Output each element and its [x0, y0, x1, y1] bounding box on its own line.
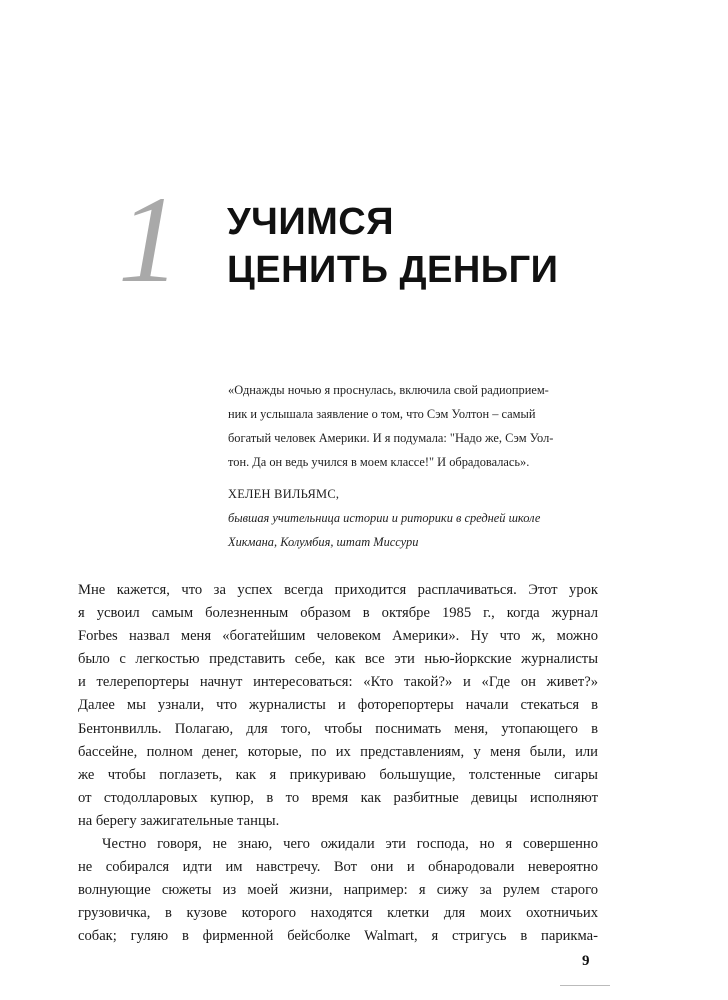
body-line: на берегу зажигательные танцы.: [78, 812, 280, 829]
body-line: Честно говоря, не знаю, чего ожидали эти господа, но я совершенно: [102, 836, 598, 853]
body-line: от стодолларовых купюр, в то время как разбитные девицы исполняют: [78, 789, 598, 806]
page-number: 9: [582, 953, 590, 969]
body-line: я усвоил самым болезненным образом в октябре 1985 г., когда журнал: [78, 605, 598, 622]
epigraph: [228, 378, 608, 554]
body-line: Бентонвилль. Полагаю, для того, чтобы поснимать меня, утопающего в: [78, 720, 598, 737]
body-line: бассейне, полном денег, которые, по их представлениям, у меня были, или: [78, 743, 598, 760]
body-line: Далее мы узнали, что журналисты и фоторепортеры начали стекаться в: [78, 697, 598, 714]
body-line: Мне кажется, что за успех всегда приходится расплачиваться. Этот урок: [78, 582, 598, 598]
epigraph-author: ХЕЛЕН ВИЛЬЯМС,: [228, 487, 340, 501]
footer-rule: [560, 985, 610, 986]
epigraph-quote-line: богатый человек Америки. И я подумала: "Надо же, Сэм Уол-: [228, 431, 554, 445]
chapter-title: [227, 198, 558, 294]
epigraph-quote-line: «Однажды ночью я проснулась, включила свой радиоприем-: [228, 383, 549, 397]
epigraph-author-role: Хикмана, Колумбия, штат Миссури: [228, 535, 419, 549]
body-text: [78, 579, 598, 949]
chapter-title-line-2: ЦЕНИТЬ ДЕНЬГИ: [227, 249, 559, 291]
body-line: Forbes назвал меня «богатейшим человеком Америки». Ну что ж, можно: [78, 628, 598, 645]
body-line: не собирался идти им навстречу. Вот они и обнародовали невероятно: [78, 859, 598, 876]
body-line: же чтобы поглазеть, как я прикуриваю большущие, толстенные сигары: [78, 766, 598, 783]
body-line: грузовичка, в кузове которого находятся клетки для моих охотничьих: [78, 905, 598, 922]
body-line: волнующие сюжеты из моей жизни, например: я сижу за рулем старого: [78, 882, 598, 899]
body-line: собак; гуляю в фирменной бейсболке Walmart, я стригусь в парикма-: [78, 928, 598, 945]
epigraph-quote-line: тон. Да он ведь учился в моем классе!" И обрадовалась».: [228, 455, 530, 469]
epigraph-author-role: бывшая учительница истории и риторики в средней школе: [228, 511, 541, 525]
chapter-title-line-1: УЧИМСЯ: [227, 201, 395, 243]
body-line: было с легкостью представить себе, как все эти нью-йоркские журналисты: [78, 651, 598, 668]
chapter-number: 1: [118, 171, 180, 308]
epigraph-quote-line: ник и услышала заявление о том, что Сэм Уолтон – самый: [228, 407, 536, 421]
body-line: и телерепортеры начнут интересоваться: «Кто такой?» и «Где он живет?»: [78, 674, 598, 691]
